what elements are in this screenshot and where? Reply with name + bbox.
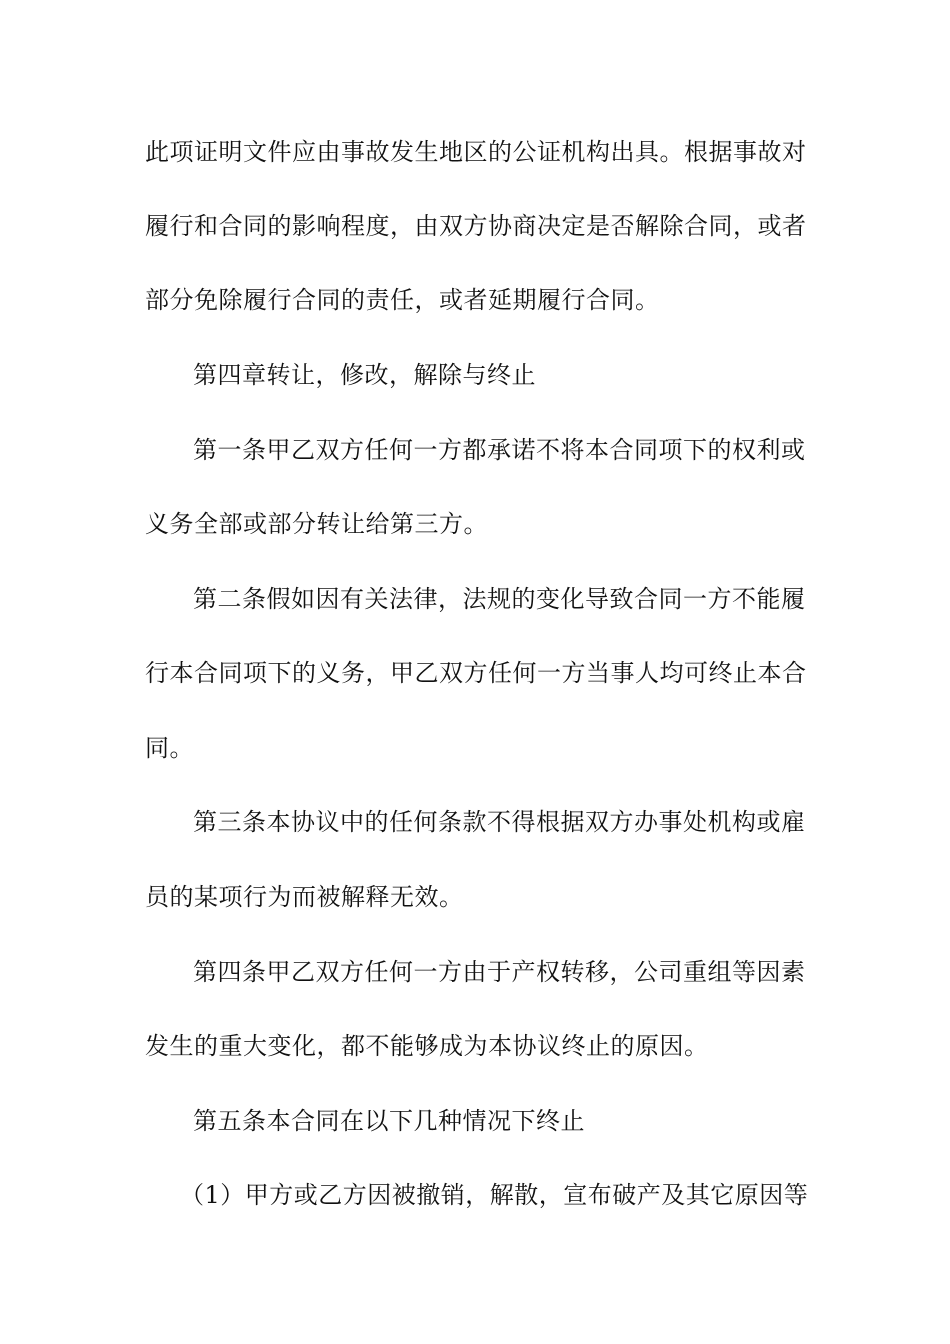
chapter-heading: 第四章转让，修改，解除与终止 [193,361,536,389]
list-item-1: （1）甲方或乙方因被撤销，解散，宣布破产及其它原因等 [180,1181,809,1209]
text-line: 行本合同项下的义务，甲乙双方任何一方当事人均可终止本合 [145,659,807,687]
text-line: 第三条本协议中的任何条款不得根据双方办事处机构或雇 [193,808,806,836]
text-line: 第四条甲乙双方任何一方由于产权转移，公司重组等因素 [193,958,806,986]
text-line: 第二条假如因有关法律，法规的变化导致合同一方不能履 [193,585,806,613]
text-line: 员的某项行为而被解释无效。 [145,883,464,911]
text-line: 发生的重大变化，都不能够成为本协议终止的原因。 [145,1032,709,1060]
text-line: 第一条甲乙双方任何一方都承诺不将本合同项下的权利或 [193,436,806,464]
text-line: 履行和合同的影响程度，由双方协商决定是否解除合同，或者 [145,212,807,240]
text-line: 第五条本合同在以下几种情况下终止 [193,1107,585,1135]
text-line: 此项证明文件应由事故发生地区的公证机构出具。根据事故对 [145,138,807,166]
text-line: 同。 [145,734,194,762]
text-line: 部分免除履行合同的责任，或者延期履行合同。 [145,286,660,314]
text-line: 义务全部或部分转让给第三方。 [145,510,488,538]
